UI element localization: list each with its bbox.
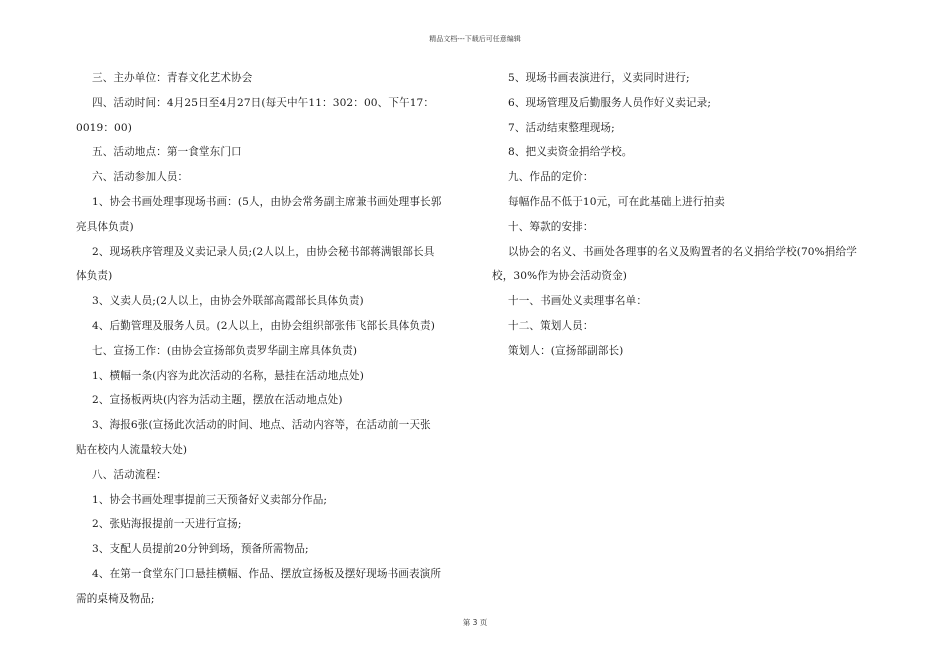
paragraph: 1、横幅一条(内容为此次活动的名称，悬挂在活动地点处) xyxy=(92,369,364,382)
paragraph: 三、主办单位：青春文化艺术协会 xyxy=(92,72,253,84)
paragraph-continuation: 亮具体负责) xyxy=(76,220,134,233)
paragraph: 十一、书画处义卖理事名单： xyxy=(508,295,648,308)
paragraph-continuation: 贴在校内人流量较大处) xyxy=(76,443,188,456)
page-number: 第 3 页 xyxy=(462,618,488,627)
paragraph: 策划人：(宣扬部副部长) xyxy=(508,344,624,357)
paragraph: 七、宣扬工作：(由协会宣扬部负责罗华副主席具体负责) xyxy=(92,344,358,357)
paragraph: 1、协会书画处理事现场书画：(5人，由协会常务副主席兼书画处理事长郭 xyxy=(92,195,442,208)
paragraph: 五、活动地点：第一食堂东门口 xyxy=(92,146,242,159)
paragraph: 2、张贴海报提前一天进行宣扬; xyxy=(92,518,242,531)
paragraph: 6、现场管理及后勤服务人员作好义卖记录; xyxy=(508,96,711,109)
paragraph: 1、协会书画处理事提前三天预备好义卖部分作品; xyxy=(92,493,328,506)
paragraph: 十二、策划人员： xyxy=(508,319,594,332)
paragraph: 2、现场秩序管理及义卖记录人员;(2人以上，由协会秘书部蒋满银部长具 xyxy=(92,245,435,258)
paragraph: 4、后勤管理及服务人员。(2人以上，由协会组织部张伟飞部长具体负责) xyxy=(92,319,435,332)
paragraph-continuation: 校，30%作为协会活动资金) xyxy=(492,270,628,283)
paragraph: 8、把义卖资金捐给学校。 xyxy=(508,146,633,159)
page-header: 精品文档---下载后可任意编辑 xyxy=(429,35,521,43)
paragraph: 四、活动时间：4月25日至4月27日(每天中午11：302：00、下午17： xyxy=(92,96,435,109)
paragraph-continuation: 体负责) xyxy=(76,270,113,283)
paragraph: 六、活动参加人员： xyxy=(92,171,189,184)
paragraph: 3、海报6张(宣扬此次活动的时间、地点、活动内容等，在活动前一天张 xyxy=(92,419,431,432)
paragraph: 2、宣扬板两块(内容为活动主题，摆放在活动地点处) xyxy=(92,394,343,407)
paragraph: 3、支配人员提前20分钟到场，预备所需物品; xyxy=(92,543,309,556)
paragraph: 5、现场书画表演进行，义卖同时进行; xyxy=(508,72,690,84)
paragraph-continuation: 需的桌椅及物品; xyxy=(76,592,155,605)
paragraph: 每幅作品不低于10元，可在此基础上进行拍卖 xyxy=(508,195,725,208)
paragraph: 九、作品的定价： xyxy=(508,171,594,184)
paragraph-continuation: 0019：00) xyxy=(76,121,132,134)
paragraph: 十、筹款的安排： xyxy=(508,220,594,233)
right-column xyxy=(492,66,877,364)
left-column xyxy=(76,66,466,612)
paragraph: 3、义卖人员;(2人以上，由协会外联部高霞部长具体负责) xyxy=(92,295,364,308)
paragraph: 4、在第一食堂东门口悬挂横幅、作品、摆放宣扬板及摆好现场书画表演所 xyxy=(92,567,442,580)
paragraph: 以协会的名义、书画处各理事的名义及购置者的名义捐给学校(70%捐给学 xyxy=(508,245,857,258)
paragraph: 八、活动流程： xyxy=(92,468,167,481)
paragraph: 7、活动结束整理现场; xyxy=(508,121,615,134)
